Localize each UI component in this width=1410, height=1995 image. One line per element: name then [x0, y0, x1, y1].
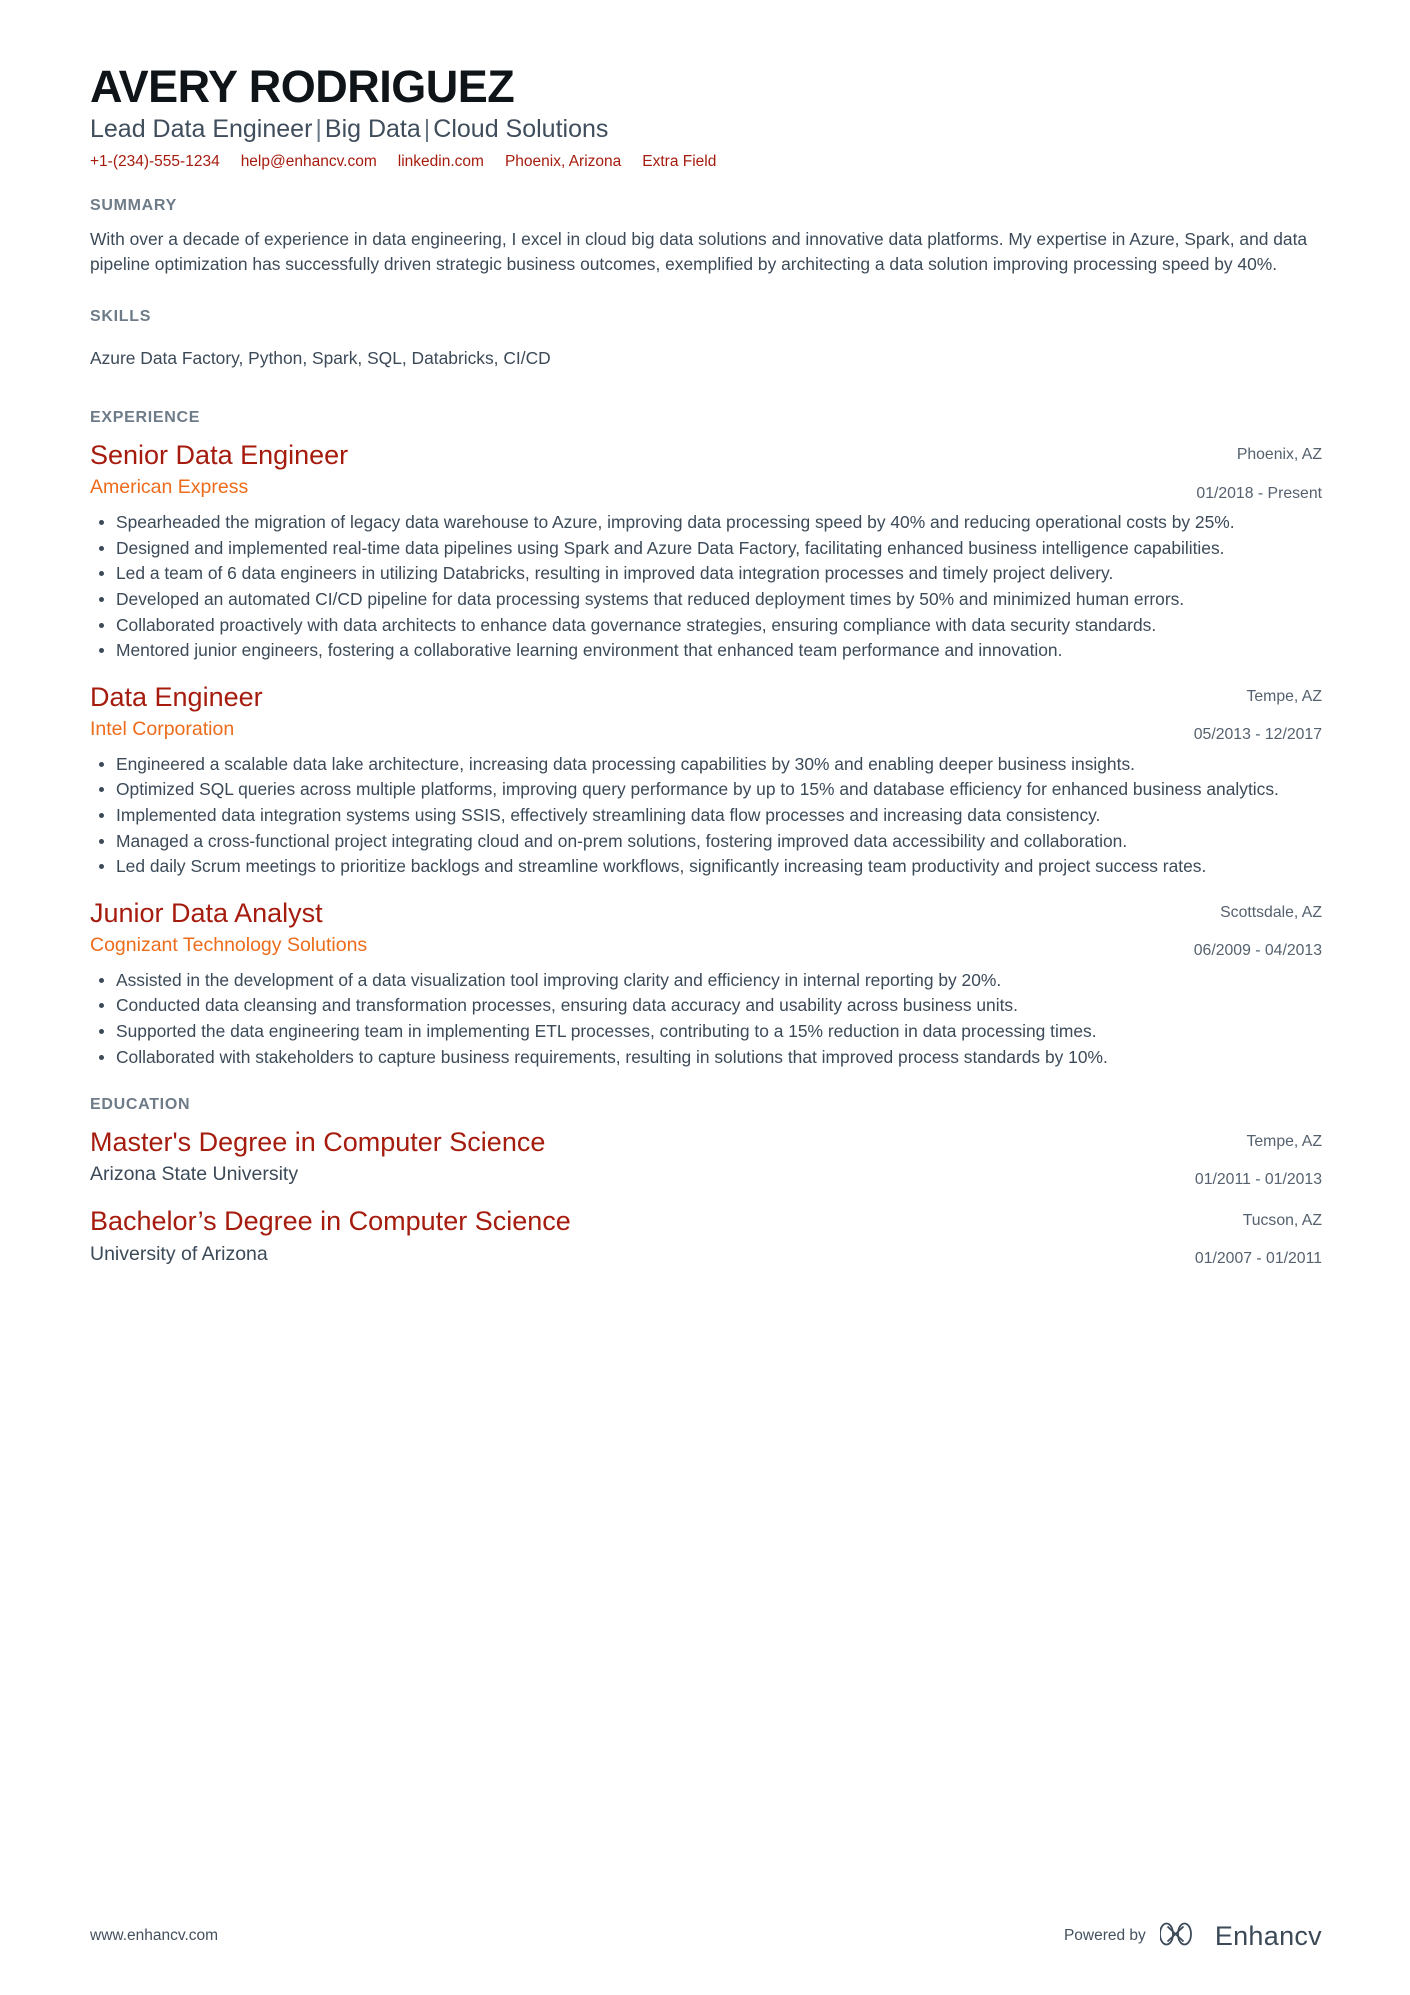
headline-part-2: Big Data [324, 115, 421, 144]
experience-heading: EXPERIENCE [90, 409, 201, 427]
job-bullet: Collaborated proactively with data architects to enhance data governance strategies, ensuring compliance with data security standards. [90, 613, 1322, 638]
enhancv-logo-icon [1160, 1920, 1204, 1953]
job-bullet: Led a team of 6 data engineers in utilizing Databricks, resulting in improved data integration processes and timely project delivery. [90, 561, 1322, 586]
job-bullet: Implemented data integration systems using SSIS, effectively streamlining data flow processes and increasing data consistency. [90, 803, 1322, 828]
job-bullet: Assisted in the development of a data visualization tool improving clarity and efficiency in internal reporting by 20%. [90, 968, 1322, 993]
experience-entry-left [90, 681, 1174, 742]
job-bullet: Led daily Scrum meetings to prioritize backlogs and streamline workflows, significantly increasing team productivity and project success rates. [90, 854, 1322, 879]
job-bullet: Managed a cross-functional project integrating cloud and on-prem solutions, fostering improved data accessibility and collaboration. [90, 829, 1322, 854]
job-location: Scottsdale, AZ [1220, 904, 1322, 922]
school-name: Arizona State University [90, 1163, 299, 1186]
enhancv-brand-name: Enhancv [1214, 1920, 1322, 1951]
contact-extra-field: Extra Field [642, 152, 717, 170]
job-bullets [90, 510, 1322, 663]
skills-section [90, 308, 1322, 372]
job-location: Tempe, AZ [1246, 688, 1322, 706]
job-bullet: Designed and implemented real-time data pipelines using Spark and Azure Data Factory, facilitating enhanced business intelligence capabilities. [90, 536, 1322, 561]
job-bullet: Collaborated with stakeholders to capture business requirements, resulting in solutions that improved process standards by 10%. [90, 1045, 1322, 1070]
job-dates: 01/2018 - Present [1196, 484, 1322, 502]
job-title: Data Engineer [90, 682, 263, 713]
skills-list: Azure Data Factory, Python, Spark, SQL, Databricks, CI/CD [90, 347, 551, 368]
experience-entry-left [90, 439, 1176, 500]
education-heading: EDUCATION [90, 1095, 191, 1113]
job-bullet: Engineered a scalable data lake architecture, increasing data processing capabilities by 30% and enabling deeper business insights. [90, 752, 1322, 777]
experience-entry-head [90, 439, 1322, 503]
experience-entry-right [1176, 439, 1322, 503]
education-entry-left [90, 1205, 1175, 1267]
job-dates: 05/2013 - 12/2017 [1193, 726, 1322, 744]
headline-part-1: Lead Data Engineer [90, 115, 313, 144]
contact-email[interactable]: help@enhancv.com [240, 152, 377, 170]
summary-heading: SUMMARY [90, 196, 177, 214]
education-entry-right [1175, 1205, 1322, 1269]
job-bullet: Developed an automated CI/CD pipeline for data processing systems that reduced deployment times by 50% and minimized human errors. [90, 587, 1322, 612]
headline-separator: | [423, 115, 431, 144]
job-title: Junior Data Analyst [90, 898, 323, 929]
school-location: Tucson, AZ [1242, 1212, 1322, 1230]
enhancv-brand [1160, 1920, 1322, 1953]
headline-part-3: Cloud Solutions [433, 115, 609, 144]
degree-title: Master's Degree in Computer Science [90, 1126, 546, 1157]
contact-phone[interactable]: +1-(234)-555-1234 [90, 152, 220, 170]
job-bullet: Conducted data cleansing and transformation processes, ensuring data accuracy and usability across business units. [90, 993, 1322, 1018]
experience-entry-right [1174, 897, 1322, 961]
experience-entry-right [1174, 681, 1322, 745]
degree-title: Bachelor’s Degree in Computer Science [90, 1206, 571, 1237]
company-name: American Express [90, 476, 249, 499]
footer-website-url[interactable]: www.enhancv.com [90, 1927, 219, 1944]
job-bullet: Spearheaded the migration of legacy data warehouse to Azure, improving data processing speed by 40% and reducing operational costs by 25%. [90, 510, 1322, 535]
education-entry [90, 1205, 1322, 1269]
experience-entry-head [90, 897, 1322, 961]
education-entry-left [90, 1126, 1175, 1188]
job-bullets [90, 968, 1322, 1070]
resume-header [90, 62, 1322, 171]
experience-entry-head [90, 681, 1322, 745]
job-location: Phoenix, AZ [1236, 446, 1322, 464]
summary-text: With over a decade of experience in data engineering, I excel in cloud big data solutions and innovative data platforms. My expertise in Azure, Spark, and data pipeline optimization has successfully driven strategic business outcomes, exemplified by architecting a data solution improving processing speed by 40%. [90, 228, 1308, 275]
skills-heading: SKILLS [90, 307, 152, 325]
summary-section [90, 197, 1322, 278]
job-bullet: Mentored junior engineers, fostering a collaborative learning environment that enhanced team performance and innovation. [90, 638, 1322, 663]
experience-entry [90, 439, 1322, 663]
education-entry-right [1175, 1126, 1322, 1190]
contact-location: Phoenix, Arizona [504, 152, 622, 170]
candidate-name: AVERY RODRIGUEZ [90, 61, 515, 112]
experience-section [90, 409, 1322, 1069]
education-entry [90, 1126, 1322, 1190]
job-title: Senior Data Engineer [90, 440, 349, 471]
experience-entry [90, 681, 1322, 879]
school-dates: 01/2007 - 01/2011 [1194, 1250, 1322, 1268]
school-location: Tempe, AZ [1246, 1132, 1322, 1150]
education-section [90, 1096, 1322, 1269]
job-dates: 06/2009 - 04/2013 [1193, 942, 1322, 960]
experience-entry [90, 897, 1322, 1069]
headline-separator: | [315, 115, 322, 144]
school-name: University of Arizona [90, 1242, 268, 1265]
company-name: Cognizant Technology Solutions [90, 933, 368, 956]
job-bullet: Optimized SQL queries across multiple platforms, improving query performance by up to 15% and database efficiency for enhanced business analytics. [90, 777, 1322, 802]
school-dates: 01/2011 - 01/2013 [1194, 1170, 1322, 1188]
powered-by-label: Powered by [1063, 1927, 1146, 1944]
footer-branding [1064, 1920, 1322, 1953]
experience-entry-left [90, 897, 1174, 958]
job-bullet: Supported the data engineering team in implementing ETL processes, contributing to a 15% reduction in data processing times. [90, 1019, 1322, 1044]
page-footer [0, 1877, 1410, 1995]
job-bullets [90, 752, 1322, 880]
contact-row [90, 153, 1322, 171]
company-name: Intel Corporation [90, 717, 235, 740]
candidate-headline [90, 114, 1322, 145]
education-entry-head [90, 1126, 1322, 1190]
contact-linkedin[interactable]: linkedin.com [397, 152, 484, 170]
education-entry-head [90, 1205, 1322, 1269]
